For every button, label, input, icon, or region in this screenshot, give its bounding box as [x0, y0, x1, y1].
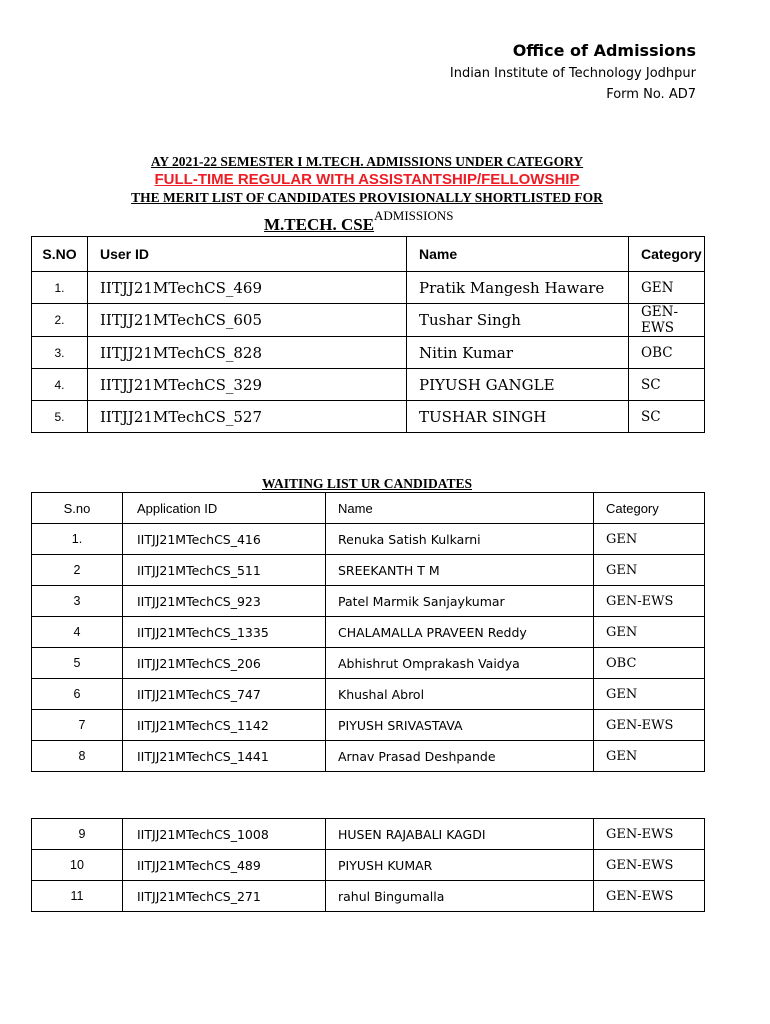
table-row [32, 272, 705, 304]
table-row [32, 850, 705, 881]
cell-name: Tushar Singh [407, 304, 629, 337]
title-line-3: THE MERIT LIST OF CANDIDATES PROVISIONALLY SHORTLISTED FOR [131, 190, 603, 205]
table-row [32, 337, 705, 369]
cell-sno: 4 [32, 617, 123, 648]
cell-name: Renuka Satish Kulkarni [326, 524, 594, 555]
program-name: M.TECH. CSE [264, 215, 375, 234]
cell-category: OBC [594, 648, 705, 679]
cell-sno: 10 [32, 850, 123, 881]
cell-category: GEN [594, 741, 705, 772]
cell-sno: 2. [32, 304, 88, 337]
cell-name: TUSHAR SINGH [407, 401, 629, 433]
form-number: Form No. AD7 [606, 87, 696, 102]
header-application-id: Application ID [123, 493, 326, 524]
header-name: Name [407, 237, 629, 272]
cell-name: PIYUSH SRIVASTAVA [326, 710, 594, 741]
header-category: Category [594, 493, 705, 524]
cell-sno: 7 [32, 710, 123, 741]
merit-list-table [31, 236, 705, 433]
cell-sno: 5. [32, 401, 88, 433]
table-header-row [32, 493, 705, 524]
cell-user-id: IITJJ21MTechCS_605 [88, 304, 407, 337]
waiting-list-table [31, 492, 705, 772]
table-row [32, 555, 705, 586]
cell-sno: 1. [32, 272, 88, 304]
cell-application-id: IITJJ21MTechCS_511 [123, 555, 326, 586]
cell-category: GEN [594, 679, 705, 710]
cell-sno: 9 [32, 819, 123, 850]
table-row [32, 679, 705, 710]
cell-category: GEN-EWS [594, 850, 705, 881]
office-title: Office of Admissions [512, 41, 696, 60]
cell-category: OBC [629, 337, 705, 369]
cell-name: Nitin Kumar [407, 337, 629, 369]
cell-sno: 8 [32, 741, 123, 772]
title-line-1: AY 2021-22 SEMESTER I M.TECH. ADMISSIONS UNDER CATEGORY [150, 154, 584, 169]
header-user-id: User ID [88, 237, 407, 272]
table-row [32, 369, 705, 401]
cell-sno: 5 [32, 648, 123, 679]
table-row [32, 710, 705, 741]
table-row [32, 617, 705, 648]
cell-sno: 3. [32, 337, 88, 369]
cell-sno: 2 [32, 555, 123, 586]
cell-category: GEN [594, 555, 705, 586]
cell-category: GEN-EWS [594, 710, 705, 741]
title-admissions: ADMISSIONS [374, 208, 454, 223]
institute-name: Indian Institute of Technology Jodhpur [449, 66, 696, 81]
cell-name: rahul Bingumalla [326, 881, 594, 912]
cell-application-id: IITJJ21MTechCS_747 [123, 679, 326, 710]
cell-user-id: IITJJ21MTechCS_828 [88, 337, 407, 369]
cell-name: Patel Marmik Sanjaykumar [326, 586, 594, 617]
cell-application-id: IITJJ21MTechCS_416 [123, 524, 326, 555]
cell-name: Abhishrut Omprakash Vaidya [326, 648, 594, 679]
cell-category: GEN-EWS [594, 819, 705, 850]
cell-name: HUSEN RAJABALI KAGDI [326, 819, 594, 850]
cell-user-id: IITJJ21MTechCS_527 [88, 401, 407, 433]
header-sno: S.NO [32, 237, 88, 272]
waiting-list-title: WAITING LIST UR CANDIDATES [262, 476, 472, 491]
cell-name: CHALAMALLA PRAVEEN Reddy [326, 617, 594, 648]
cell-category: GEN [594, 617, 705, 648]
table-row [32, 586, 705, 617]
cell-application-id: IITJJ21MTechCS_1142 [123, 710, 326, 741]
table-row [32, 741, 705, 772]
table-row [32, 819, 705, 850]
cell-sno: 6 [32, 679, 123, 710]
cell-application-id: IITJJ21MTechCS_206 [123, 648, 326, 679]
cell-category: GEN-EWS [594, 586, 705, 617]
cell-name: Khushal Abrol [326, 679, 594, 710]
cell-sno: 3 [32, 586, 123, 617]
table-row [32, 401, 705, 433]
cell-name: PIYUSH KUMAR [326, 850, 594, 881]
cell-name: PIYUSH GANGLE [407, 369, 629, 401]
title-category: FULL-TIME REGULAR WITH ASSISTANTSHIP/FELLOWSHIP [154, 171, 580, 188]
cell-category: SC [629, 401, 705, 433]
cell-application-id: IITJJ21MTechCS_271 [123, 881, 326, 912]
header-category: Category [629, 237, 705, 272]
header-sno: S.no [32, 493, 123, 524]
cell-user-id: IITJJ21MTechCS_469 [88, 272, 407, 304]
cell-category: GEN [629, 272, 705, 304]
cell-application-id: IITJJ21MTechCS_489 [123, 850, 326, 881]
cell-sno: 11 [32, 881, 123, 912]
cell-name: Pratik Mangesh Haware [407, 272, 629, 304]
cell-sno: 4. [32, 369, 88, 401]
cell-application-id: IITJJ21MTechCS_1008 [123, 819, 326, 850]
table-header-row [32, 237, 705, 272]
table-row [32, 881, 705, 912]
table-row [32, 304, 705, 337]
cell-category: GEN [594, 524, 705, 555]
waiting-list-table-continued [31, 818, 705, 912]
table-row [32, 524, 705, 555]
cell-category: GEN-EWS [629, 304, 705, 337]
cell-category: SC [629, 369, 705, 401]
cell-category: GEN-EWS [594, 881, 705, 912]
cell-sno: 1. [32, 524, 123, 555]
cell-name: Arnav Prasad Deshpande [326, 741, 594, 772]
header-name: Name [326, 493, 594, 524]
cell-application-id: IITJJ21MTechCS_923 [123, 586, 326, 617]
table-row [32, 648, 705, 679]
cell-name: SREEKANTH T M [326, 555, 594, 586]
cell-application-id: IITJJ21MTechCS_1441 [123, 741, 326, 772]
cell-user-id: IITJJ21MTechCS_329 [88, 369, 407, 401]
cell-application-id: IITJJ21MTechCS_1335 [123, 617, 326, 648]
